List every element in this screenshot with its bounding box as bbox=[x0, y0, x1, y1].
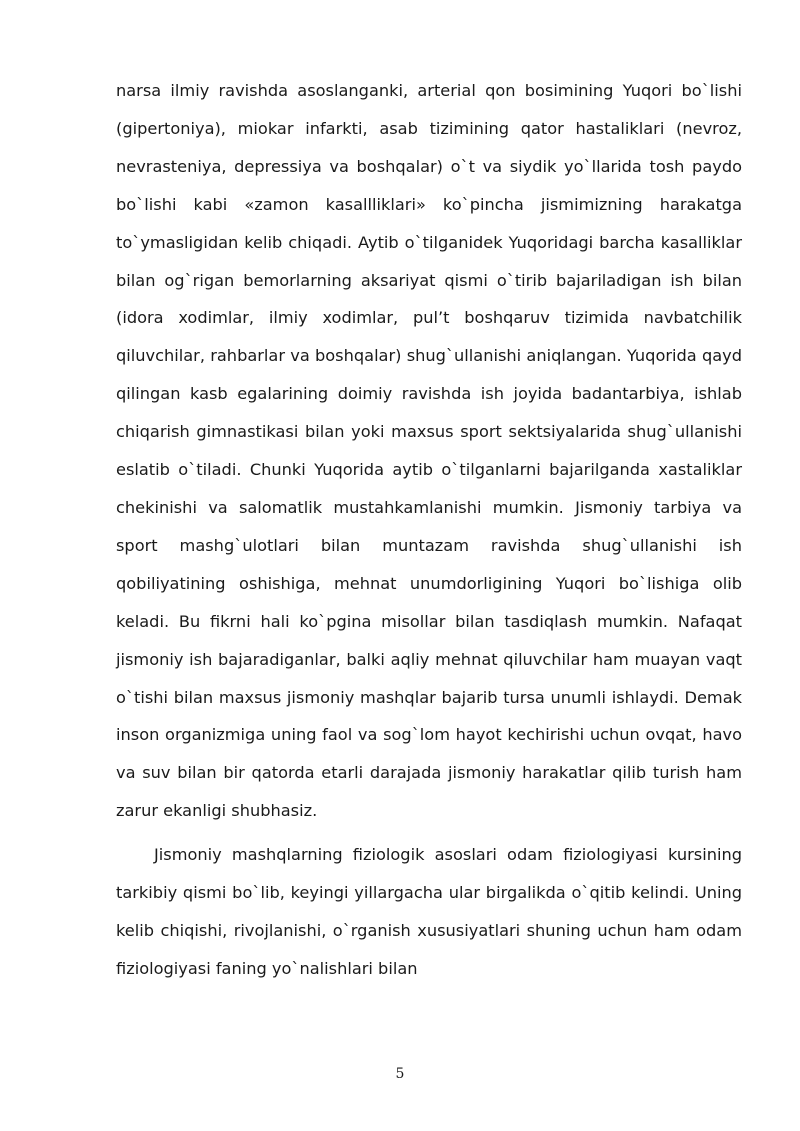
body-text bbox=[116, 72, 742, 988]
page-number: 5 bbox=[395, 1066, 405, 1082]
paragraph-2: Jismoniy mashqlarning fiziologik asoslari odam fiziologiyasi kursining tarkibiy qismi bo`lib, keyingi yillargacha ular birgalikda o`qitib kelindi. Uning kelib chiqishi, rivojlanishi, o`rganish xususiyatlari shuning uchun ham odam fiziologiyasi faning yo`nalishlari bilan bbox=[116, 845, 742, 978]
paragraph-1: narsa ilmiy ravishda asoslanganki, arterial qon bosimining Yuqori bo`lishi (gipertoniya), miokar infarkti, asab tizimining qator hastaliklari (nevroz, nevrasteniya, depressiya va boshqalar) o`t va siydik yo`llarida tosh paydo bo`lishi kabi «zamon kasallliklari» ko`pincha jismimizning harakatga to`ymasligidan kelib chiqadi. Aytib o`tilganidek Yuqoridagi barcha kasalliklar bilan og`rigan bemorlarning aksariyat qismi o`tirib bajariladigan ish bilan (idora xodimlar, ilmiy xodimlar, pul’t boshqaruv tizimida navbatchilik qiluvchilar, rahbarlar va boshqalar) shug`ullanishi aniqlangan. Yuqorida qayd qilingan kasb egalarining doimiy ravishda ish joyida badantarbiya, ishlab chiqarish gimnastikasi bilan yoki maxsus sport sektsiyalarida shug`ullanishi eslatib o`tiladi. Chunki Yuqorida aytib o`tilganlarni bajarilganda xastaliklar chekinishi va salomatlik mustahkamlanishi mumkin. Jismoniy tarbiya va sport mashg`ulotlari bilan muntazam ravishda shug`ullanishi ish qobiliyatining oshishiga, mehnat unumdorligining Yuqori bo`lishiga olib keladi. Bu fikrni hali ko`pgina misollar bilan tasdiqlash mumkin. Nafaqat jismoniy ish bajaradiganlar, balki aqliy mehnat qiluvchilar ham muayan vaqt o`tishi bilan maxsus jismoniy mashqlar bajarib tursa unumli ishlaydi. Demak inson organizmiga uning faol va sog`lom hayot kechirishi uchun ovqat, havo va suv bilan bir qatorda etarli darajada jismoniy harakatlar qilib turish ham zarur ekanligi shubhasiz. bbox=[116, 81, 742, 821]
